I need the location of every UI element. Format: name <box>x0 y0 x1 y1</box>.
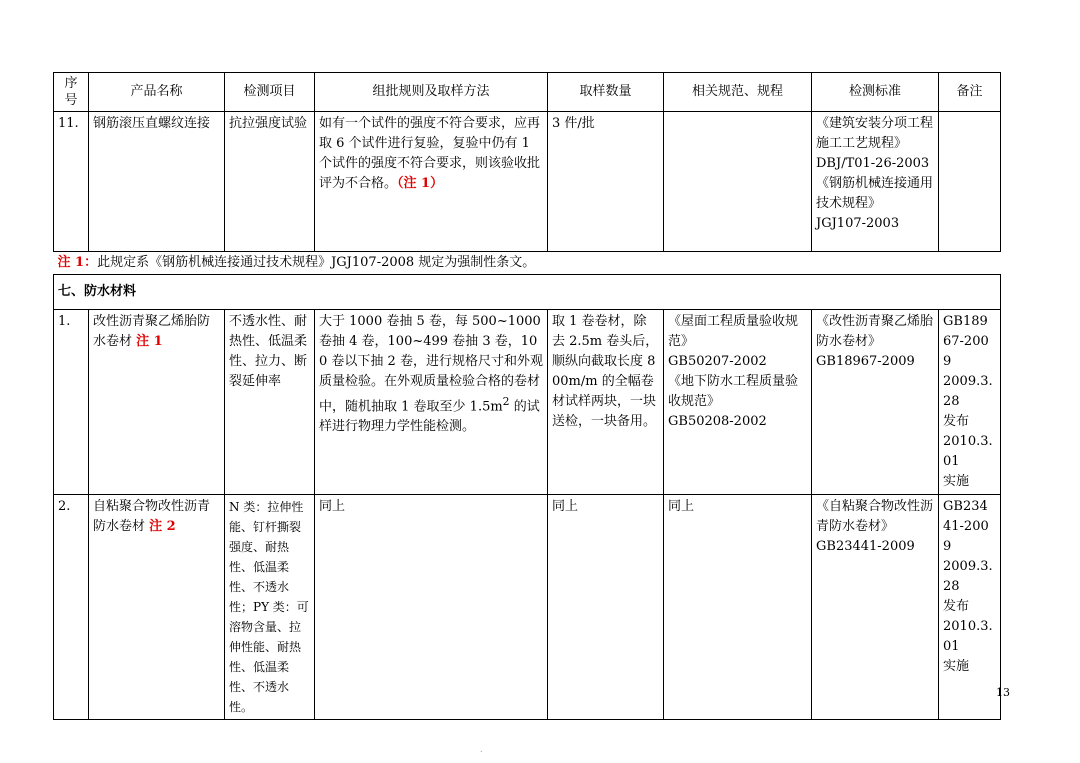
std-line: GB18967-2009 <box>816 354 915 369</box>
table-row-1 <box>54 310 1001 495</box>
header-seq-line2: 号 <box>64 93 78 108</box>
product-note-ref: 注 2 <box>149 519 176 534</box>
header-remark: 备注 <box>939 73 1001 112</box>
cell-spec: 同上 <box>664 495 812 720</box>
cell-item: N 类：拉伸性能、钉杆撕裂强度、耐热性、低温柔性、不透水性；PY 类：可溶物含量、拉伸性能、耐热性、低温柔性、不透水性。 <box>225 495 315 720</box>
cell-product: 钢筋滚压直螺纹连接 <box>89 112 225 252</box>
rule-text-a: 大于 1000 卷抽 5 卷，每 500~1000 卷抽 4 卷，100~499 卷抽 3 卷，100 卷以下抽 2 卷，进行规格尺寸和外观质量检验。在外观质量检验合格的卷材中，随机抽取 1 卷取至少 1.5m <box>319 314 543 415</box>
cell-rule <box>315 310 548 495</box>
cell-no: 11. <box>54 112 89 252</box>
std-line: 《建筑安装分项工程施工工艺规程》 <box>816 116 934 151</box>
product-text: 自粘聚合物改性沥青防水卷材 <box>93 499 211 534</box>
cell-qty: 3 件/批 <box>548 112 664 252</box>
cell-remark <box>939 495 1001 720</box>
cell-rule <box>315 112 548 252</box>
product-text: 改性沥青聚乙烯胎防水卷材 <box>93 314 211 349</box>
section-title: 七、防水材料 <box>54 275 1001 310</box>
remark-line: 2010.3.01 <box>943 619 993 654</box>
product-note-ref: 注 1 <box>136 334 163 349</box>
spec-line: 《屋面工程质量验收规范》 <box>668 314 799 349</box>
table-row-2 <box>54 495 1001 720</box>
table-header-row <box>54 73 1001 112</box>
note-label: 注 1： <box>57 255 98 270</box>
cell-spec <box>664 112 812 252</box>
cell-item: 不透水性、耐热性、低温柔性、拉力、断裂延伸率 <box>225 310 315 495</box>
cell-rule: 同上 <box>315 495 548 720</box>
remark-line: 2010.3.01 <box>943 434 993 469</box>
cell-spec <box>664 310 812 495</box>
header-product: 产品名称 <box>89 73 225 112</box>
spec-line: 《地下防水工程质量验收规范》 <box>668 374 799 409</box>
note-1 <box>54 252 1001 275</box>
remark-line: GB18967-2009 <box>943 314 989 369</box>
remark-line: 实施 <box>943 659 970 674</box>
page-number: 13 <box>996 686 1010 699</box>
cell-qty: 同上 <box>548 495 664 720</box>
remark-line: 实施 <box>943 474 970 489</box>
remark-line: GB23441-2009 <box>943 499 989 554</box>
cell-std <box>812 495 939 720</box>
std-line: 《改性沥青聚乙烯胎防水卷材》 <box>816 314 934 349</box>
remark-line: 发布 <box>943 414 970 429</box>
remark-line: 发布 <box>943 599 970 614</box>
cell-item: 抗拉强度试验 <box>225 112 315 252</box>
section-row <box>54 275 1001 310</box>
rule-sup: 2 <box>502 395 510 408</box>
header-seq <box>54 73 89 112</box>
std-line: 《钢筋机械连接通用技术规程》 <box>816 176 934 211</box>
cell-qty: 取 1 卷卷材，除去 2.5m 卷头后，顺纵向截取长度 800m/m 的全幅卷材试样两块，一块送检，一块备用。 <box>548 310 664 495</box>
header-spec: 相关规范、规程 <box>664 73 812 112</box>
spec-line: GB50208-2002 <box>668 414 767 429</box>
cell-product <box>89 310 225 495</box>
rule-note-ref: （注 1） <box>397 176 444 191</box>
note-text: 此规定系《钢筋机械连接通过技术规程》JGJ107-2008 规定为强制性条文。 <box>97 255 536 270</box>
header-std: 检测标准 <box>812 73 939 112</box>
header-qty: 取样数量 <box>548 73 664 112</box>
header-seq-line1: 序 <box>64 76 78 91</box>
remark-line: 2009.3.28 <box>943 374 993 409</box>
header-item: 检测项目 <box>225 73 315 112</box>
rule-text: 如有一个试件的强度不符合要求，应再取 6 个试件进行复验，复验中仍有 1 个试件的强度不符合要求，则该验收批评为不合格。 <box>319 116 541 191</box>
table-row-11 <box>54 112 1001 252</box>
cell-no: 1. <box>54 310 89 495</box>
header-rule: 组批规则及取样方法 <box>315 73 548 112</box>
std-line: 《自粘聚合物改性沥青防水卷材》 <box>816 499 934 534</box>
rule-text-b: 的试样进行物理力学性能检测。 <box>319 399 540 435</box>
cell-no: 2. <box>54 495 89 720</box>
cell-std <box>812 112 939 252</box>
footer-dot: . <box>480 745 483 754</box>
cell-std <box>812 310 939 495</box>
cell-remark <box>939 112 1001 252</box>
cell-product <box>89 495 225 720</box>
std-line: GB23441-2009 <box>816 539 915 554</box>
cell-remark <box>939 310 1001 495</box>
std-line: DBJ/T01-26-2003 <box>816 156 930 171</box>
inspection-table <box>53 72 1001 720</box>
note-row <box>54 252 1001 275</box>
std-line: JGJ107-2003 <box>816 216 900 231</box>
spec-line: GB50207-2002 <box>668 354 767 369</box>
remark-line: 2009.3.28 <box>943 559 993 594</box>
